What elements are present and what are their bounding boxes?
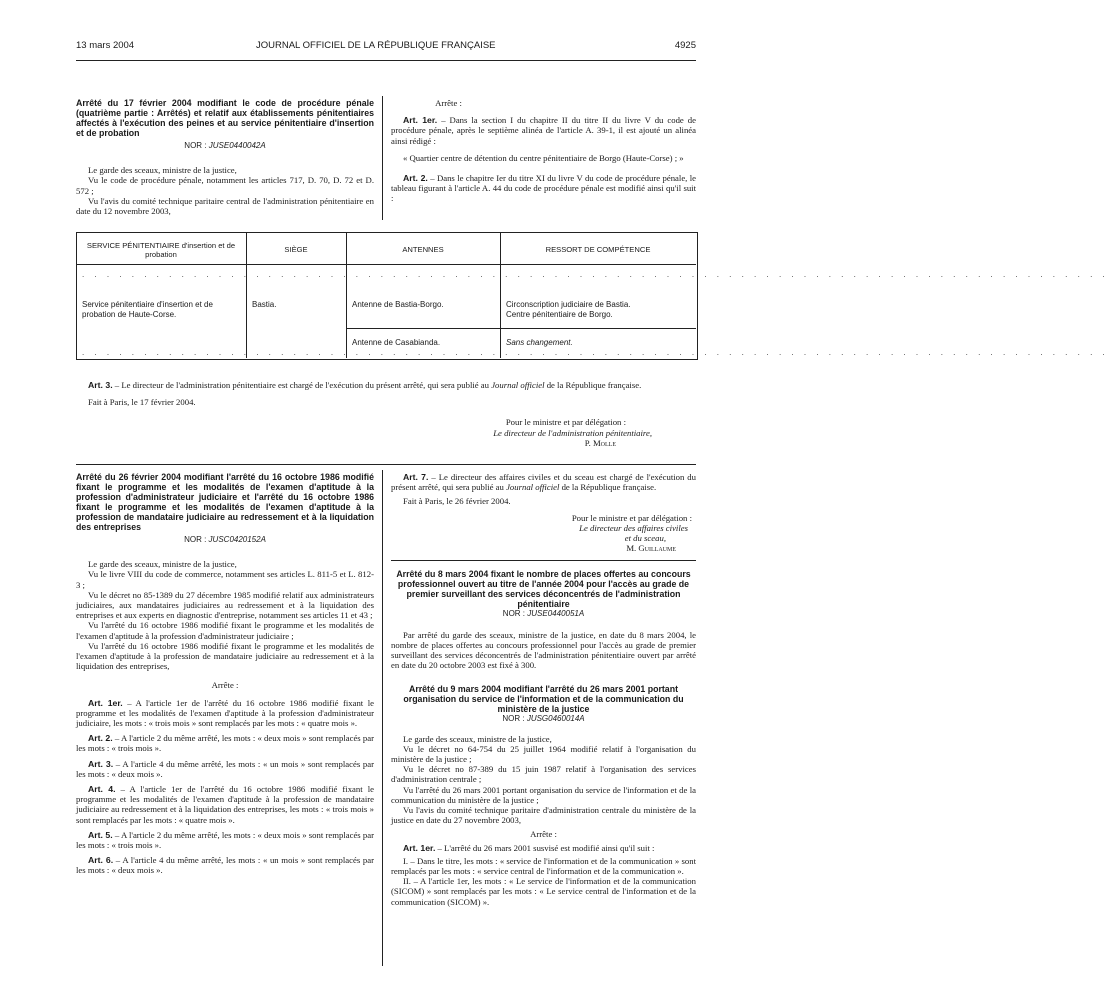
table-ellipsis-top: . . . . . . . . . . . . . . . . . . . . . . . . . . . . . . . . . . . . . . . . . . . . . . . . . . . . . . . . . . . . . . . . . . . . . . . . . . . . . . . . . . .	[82, 270, 1109, 279]
table-header-siege: SIÈGE	[284, 245, 308, 254]
section-rule	[76, 464, 696, 465]
table-header-antennes: ANTENNES	[402, 245, 444, 254]
column-divider-top	[382, 96, 383, 220]
decree2-article-4: Art. 4. – A l'article 1er de l'arrêté du 16 octobre 1986 modifié fixant le programme et les modalités de l'examen d'aptitude à la profession de mandataire judiciaire au redressement et à la liquidation des entreprises, les mots : « trois mois » sont remplacés par les mots : « quatre mois ».	[76, 784, 375, 825]
decree2-arrete: Arrête :	[211, 680, 239, 691]
table-ellipsis-bottom: . . . . . . . . . . . . . . . . . . . . . . . . . . . . . . . . . . . . . . . . . . . . . . . . . . . . . . . . . . . . . . . . . . . . . . . . . . . . . . . . . . .	[82, 348, 1109, 357]
decree3-body: Par arrêté du garde des sceaux, ministre de la justice, en date du 8 mars 2004, le nombre de places offertes au concours professionnel pour l'accès au grade de premier surveillant des services déconcentrés de l'administration pénitentiaire ouvert par arrêté en date du 20 octobre 2003 est fixé à 300.	[391, 629, 696, 671]
decree1-article-1-quote: « Quartier centre de détention du centre pénitentiaire de Borgo (Haute-Corse) ; »	[403, 152, 684, 163]
decree1-preamble-1: Vu le code de procédure pénale, notamment les articles 717, D. 70, D. 72 et D. 572 ;	[76, 175, 374, 196]
decree2-article-5: Art. 5. – A l'article 2 du même arrêté, les mots : « deux mois » sont remplacés par les mots : « trois mois ».	[76, 829, 374, 851]
decree1-fait: Fait à Paris, le 17 février 2004.	[88, 397, 196, 408]
header-journal-title: JOURNAL OFFICIEL DE LA RÉPUBLIQUE FRANÇAISE	[256, 40, 496, 51]
decree2-preamble-0: Le garde des sceaux, ministre de la justice,	[88, 559, 237, 570]
decree2-nor: NOR : JUSC0420152A	[184, 535, 266, 544]
header-rule	[76, 60, 696, 61]
decree1-nor: NOR : JUSE0440042A	[184, 141, 266, 150]
decree1-article-2: Art. 2. – Dans le chapitre Ier du titre XI du livre V du code de procédure pénale, le tableau figurant à l'article A. 44 du code de procédure pénale est modifié ainsi qu'il suit :	[391, 173, 697, 204]
decree3-rule	[391, 560, 696, 561]
decree1-preamble-2: Vu l'avis du comité technique paritaire central de l'administration pénitentiaire en date du 12 novembre 2003,	[76, 195, 374, 217]
decree4-arrete: Arrête :	[530, 829, 557, 840]
running-header	[76, 40, 696, 54]
decree2-fait: Fait à Paris, le 26 février 2004.	[403, 496, 511, 507]
table-ressort-1: Circonscription judiciaire de Bastia. Centre pénitentiaire de Borgo.	[506, 300, 631, 319]
decree4-item-1: I. – Dans le titre, les mots : « service de l'information et de la communication » sont remplacés par les mots : « service central de l'information et de la communication ».	[391, 855, 696, 877]
table-antenne-2: Antenne de Casabianda.	[352, 338, 441, 347]
decree2-article-7: Art. 7. – Le directeur des affaires civiles et du sceau est chargé de l'exécution du présent arrêté, qui sera publié au Journal officiel de la République française.	[391, 472, 696, 493]
decree2-signature-line-2: Le directeur des affaires civiles	[579, 522, 688, 533]
decree1-closing	[76, 380, 696, 448]
table-antenne-1: Antenne de Bastia-Borgo.	[352, 300, 444, 309]
decree2-signatory: M. Guillaume	[626, 543, 676, 554]
decree1-arrete: Arrête :	[435, 98, 462, 108]
decree4-preamble-3: Vu l'arrêté du 26 mars 2001 portant organisation du service de l'information et de la communication du ministère de la justice ;	[391, 784, 696, 805]
competence-table	[76, 232, 1109, 360]
table-row-rule	[346, 328, 696, 329]
decree1-article-3: Art. 3. – Le directeur de l'administration pénitentiaire est chargé de l'exécution du présent arrêté, qui sera publié au Journal officiel de la République française.	[88, 380, 642, 390]
decree4-preamble-2: Vu le décret no 87-389 du 15 juin 1987 relatif à l'organisation des services d'administration centrale ;	[391, 764, 696, 785]
decree3-title: Arrêté du 8 mars 2004 fixant le nombre de places offertes au concours professionnel ouvert au titre de l'année 2004 pour l'accès au grade de premier surveillant des services déconcentrés de l'administration pénitentiaire	[396, 569, 691, 610]
decree2-article-2: Art. 2. – A l'article 2 du même arrêté, les mots : « deux mois » sont remplacés par les mots : « trois mois ».	[76, 733, 374, 754]
column-divider-bottom	[382, 470, 383, 966]
decree1-left-column	[76, 98, 374, 216]
decree2-signature-line-1: Pour le ministre et par délégation :	[571, 512, 692, 523]
decree4-article-1: Art. 1er. – L'arrêté du 26 mars 2001 susvisé est modifié ainsi qu'il suit :	[403, 842, 655, 853]
decree4-preamble-4: Vu l'avis du comité technique paritaire d'administration centrale du ministère de la justice en date du 27 novembre 2003,	[391, 805, 696, 826]
decree3-nor: NOR : JUSE0440051A	[502, 609, 585, 619]
decree4-nor: NOR : JUSG0460014A	[502, 714, 585, 724]
table-ressort-2: Sans changement.	[506, 338, 573, 347]
header-page-number: 4925	[674, 40, 696, 51]
decree2-article-1: Art. 1er. – A l'article 1er de l'arrêté du 16 octobre 1986 modifié fixant le programme et les modalités de l'examen d'aptitude à la profession d'administrateur judiciaire, les mots : « trois mois » sont remplacés par les mots : « quatre mois ».	[76, 697, 374, 729]
decree4-preamble-1: Vu le décret no 64-754 du 25 juillet 1964 modifié relatif à l'organisation du ministère de la justice ;	[391, 743, 696, 765]
decree2-article-6: Art. 6. – A l'article 4 du même arrêté, les mots : « un mois » sont remplacés par les mots : « deux mois ».	[76, 855, 374, 876]
decree1-article-1: Art. 1er. – Dans la section I du chapitre II du titre II du livre V du code de procédure pénale, après le septième alinéa de l'article A. 39-1, il est ajouté un alinéa ainsi rédigé :	[391, 115, 696, 146]
decree4-title: Arrêté du 9 mars 2004 modifiant l'arrêté du 26 mars 2001 portant organisation du service de l'information et de la communication du ministère de la justice	[403, 684, 684, 715]
decree2-article-3: Art. 3. – A l'article 4 du même arrêté, les mots : « un mois » sont remplacés par les mots : « deux mois ».	[76, 758, 374, 779]
decree1-signature-line-1: Pour le ministre et par délégation :	[505, 417, 626, 428]
decree2-preamble-3: Vu l'arrêté du 16 octobre 1986 modifié fixant le programme et les modalités de l'examen d'aptitude à la profession d'administrateur judiciaire ;	[76, 620, 374, 641]
decree1-signature-line-2: Le directeur de l'administration pénitentiaire,	[493, 427, 652, 438]
decree2-title: Arrêté du 26 février 2004 modifiant l'arrêté du 16 octobre 1986 modifié fixant le programme et les modalités de l'examen d'aptitude à la profession d'administrateur judiciaire et l'arrêté du 16 octobre 1986 fixant le programme et les modalités de l'examen d'aptitude à la profession de mandataire judiciaire au redressement et à la liquidation des entreprises	[76, 472, 374, 532]
table-header-service: SERVICE PÉNITENTIAIRE d'insertion et de probation	[86, 241, 236, 259]
decree4-item-2: II. – A l'article 1er, les mots : « Le service de l'information et de la communication (SICOM) » sont remplacés par les mots : « Le service central de l'information et de la communication (SICOM) ».	[391, 876, 696, 907]
table-service-cell: Service pénitentiaire d'insertion et de probation de Haute-Corse.	[82, 300, 213, 319]
table-header-ressort: RESSORT DE COMPÉTENCE	[545, 245, 651, 254]
decree2-preamble-4: Vu l'arrêté du 16 octobre 1986 modifié fixant le programme et les modalités de l'examen d'aptitude à la profession de mandataire judiciaire au redressement et à la liquidation des entreprises,	[76, 640, 374, 672]
decree2-signature-line-3: et du sceau,	[624, 533, 666, 544]
decree4-preamble-0: Le garde des sceaux, ministre de la justice,	[403, 733, 552, 744]
table-siege-cell: Bastia.	[252, 300, 277, 309]
decree2-preamble-2: Vu le décret no 85-1389 du 27 décembre 1985 modifié relatif aux administrateurs judiciaires, aux mandataires judiciaires au redressement et à la liquidation des entreprises et aux experts en diagnostic d'entreprise, notamment ses articles 11 et 43 ;	[76, 589, 374, 621]
decree1-right-column	[391, 98, 696, 204]
right-column-bottom	[391, 472, 696, 907]
decree1-preamble-0: Le garde des sceaux, ministre de la justice,	[88, 165, 237, 176]
decree1-title: Arrêté du 17 février 2004 modifiant le code de procédure pénale (quatrième partie : Arrêtés) et relatif aux établissements pénitentiaires affectés à l'exécution des peines et au service pénitentiaire d'insertion et de probation	[76, 98, 374, 138]
header-date: 13 mars 2004	[76, 40, 135, 51]
decree1-signatory: P. Molle	[584, 437, 616, 448]
table-header-rule	[76, 264, 696, 265]
decree2-column	[76, 472, 374, 876]
decree2-preamble-1: Vu le livre VIII du code de commerce, notamment ses articles L. 811-5 et L. 812-3 ;	[76, 569, 374, 590]
